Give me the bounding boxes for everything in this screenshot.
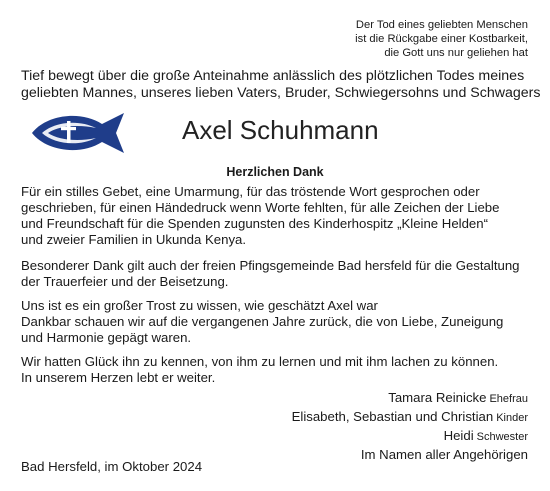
place-date: Bad Hersfeld, im Oktober 2024	[21, 459, 203, 474]
intro-line: geliebten Mannes, unseres lieben Vaters, Bruder, Schwiegersohns und Schwagers	[21, 85, 541, 101]
signer-role: Schwester	[476, 431, 528, 443]
quote-line: die Gott uns nur geliehen hat	[384, 47, 528, 59]
paragraph-line: der Trauerfeier und der Beisetzung.	[21, 274, 229, 289]
signer	[292, 446, 528, 463]
signers-block	[292, 389, 528, 463]
paragraph-line: und Harmonie gepägt waren.	[21, 330, 192, 345]
quote-line: Der Tod eines geliebten Menschen	[355, 19, 528, 31]
paragraph-line: Uns ist es ein großer Trost zu wissen, wie geschätzt Axel war	[21, 298, 378, 313]
signer	[292, 427, 528, 446]
signer-name: Heidi	[443, 428, 474, 443]
paragraph-line: Wir hatten Glück ihn zu kennen, von ihm zu lernen und mit ihm lachen zu können.	[21, 354, 499, 369]
paragraph-line: und Freundschaft für die Spenden zugunsten des Kinderhospitz „Kleine Helden“	[21, 216, 488, 231]
signer-role: Kinder	[496, 412, 528, 424]
signer-role: Ehefrau	[489, 393, 528, 405]
paragraph-line: In unserem Herzen lebt er weiter.	[21, 370, 216, 385]
signer	[292, 408, 528, 427]
signer-name: Tamara Reinicke	[388, 390, 487, 405]
fish-cross-icon	[28, 110, 128, 156]
signer	[292, 389, 528, 408]
signer-name: Im Namen aller Angehörigen	[360, 447, 528, 462]
signer-name: Elisabeth, Sebastian und Christian	[291, 409, 494, 424]
paragraph	[21, 298, 536, 346]
paragraph	[21, 354, 536, 386]
memorial-quote	[355, 18, 528, 60]
paragraph-line: Für ein stilles Gebet, eine Umarmung, für das tröstende Wort gesprochen oder	[21, 184, 480, 199]
intro-text	[21, 68, 541, 102]
quote-line: ist die Rückgabe einer Kostbarkeit,	[355, 33, 528, 45]
paragraph	[21, 184, 536, 248]
thanks-heading: Herzlichen Dank	[226, 165, 324, 179]
paragraph-line: und zweier Familien in Ukunda Kenya.	[21, 232, 247, 247]
paragraph-line: Besonderer Dank gilt auch der freien Pfingsgemeinde Bad hersfeld für die Gestaltung	[21, 258, 520, 273]
intro-line: Tief bewegt über die große Anteinahme anlässlich des plötzlichen Todes meines	[21, 68, 525, 84]
paragraph	[21, 258, 536, 290]
paragraph-line: geschrieben, für einen Händedruck wenn Worte fehlten, für alle Zeichen der Liebe	[21, 200, 500, 215]
paragraph-line: Dankbar schauen wir auf die vergangenen Jahre zurück, die von Liebe, Zuneigung	[21, 314, 504, 329]
deceased-name: Axel Schuhmann	[182, 115, 379, 145]
